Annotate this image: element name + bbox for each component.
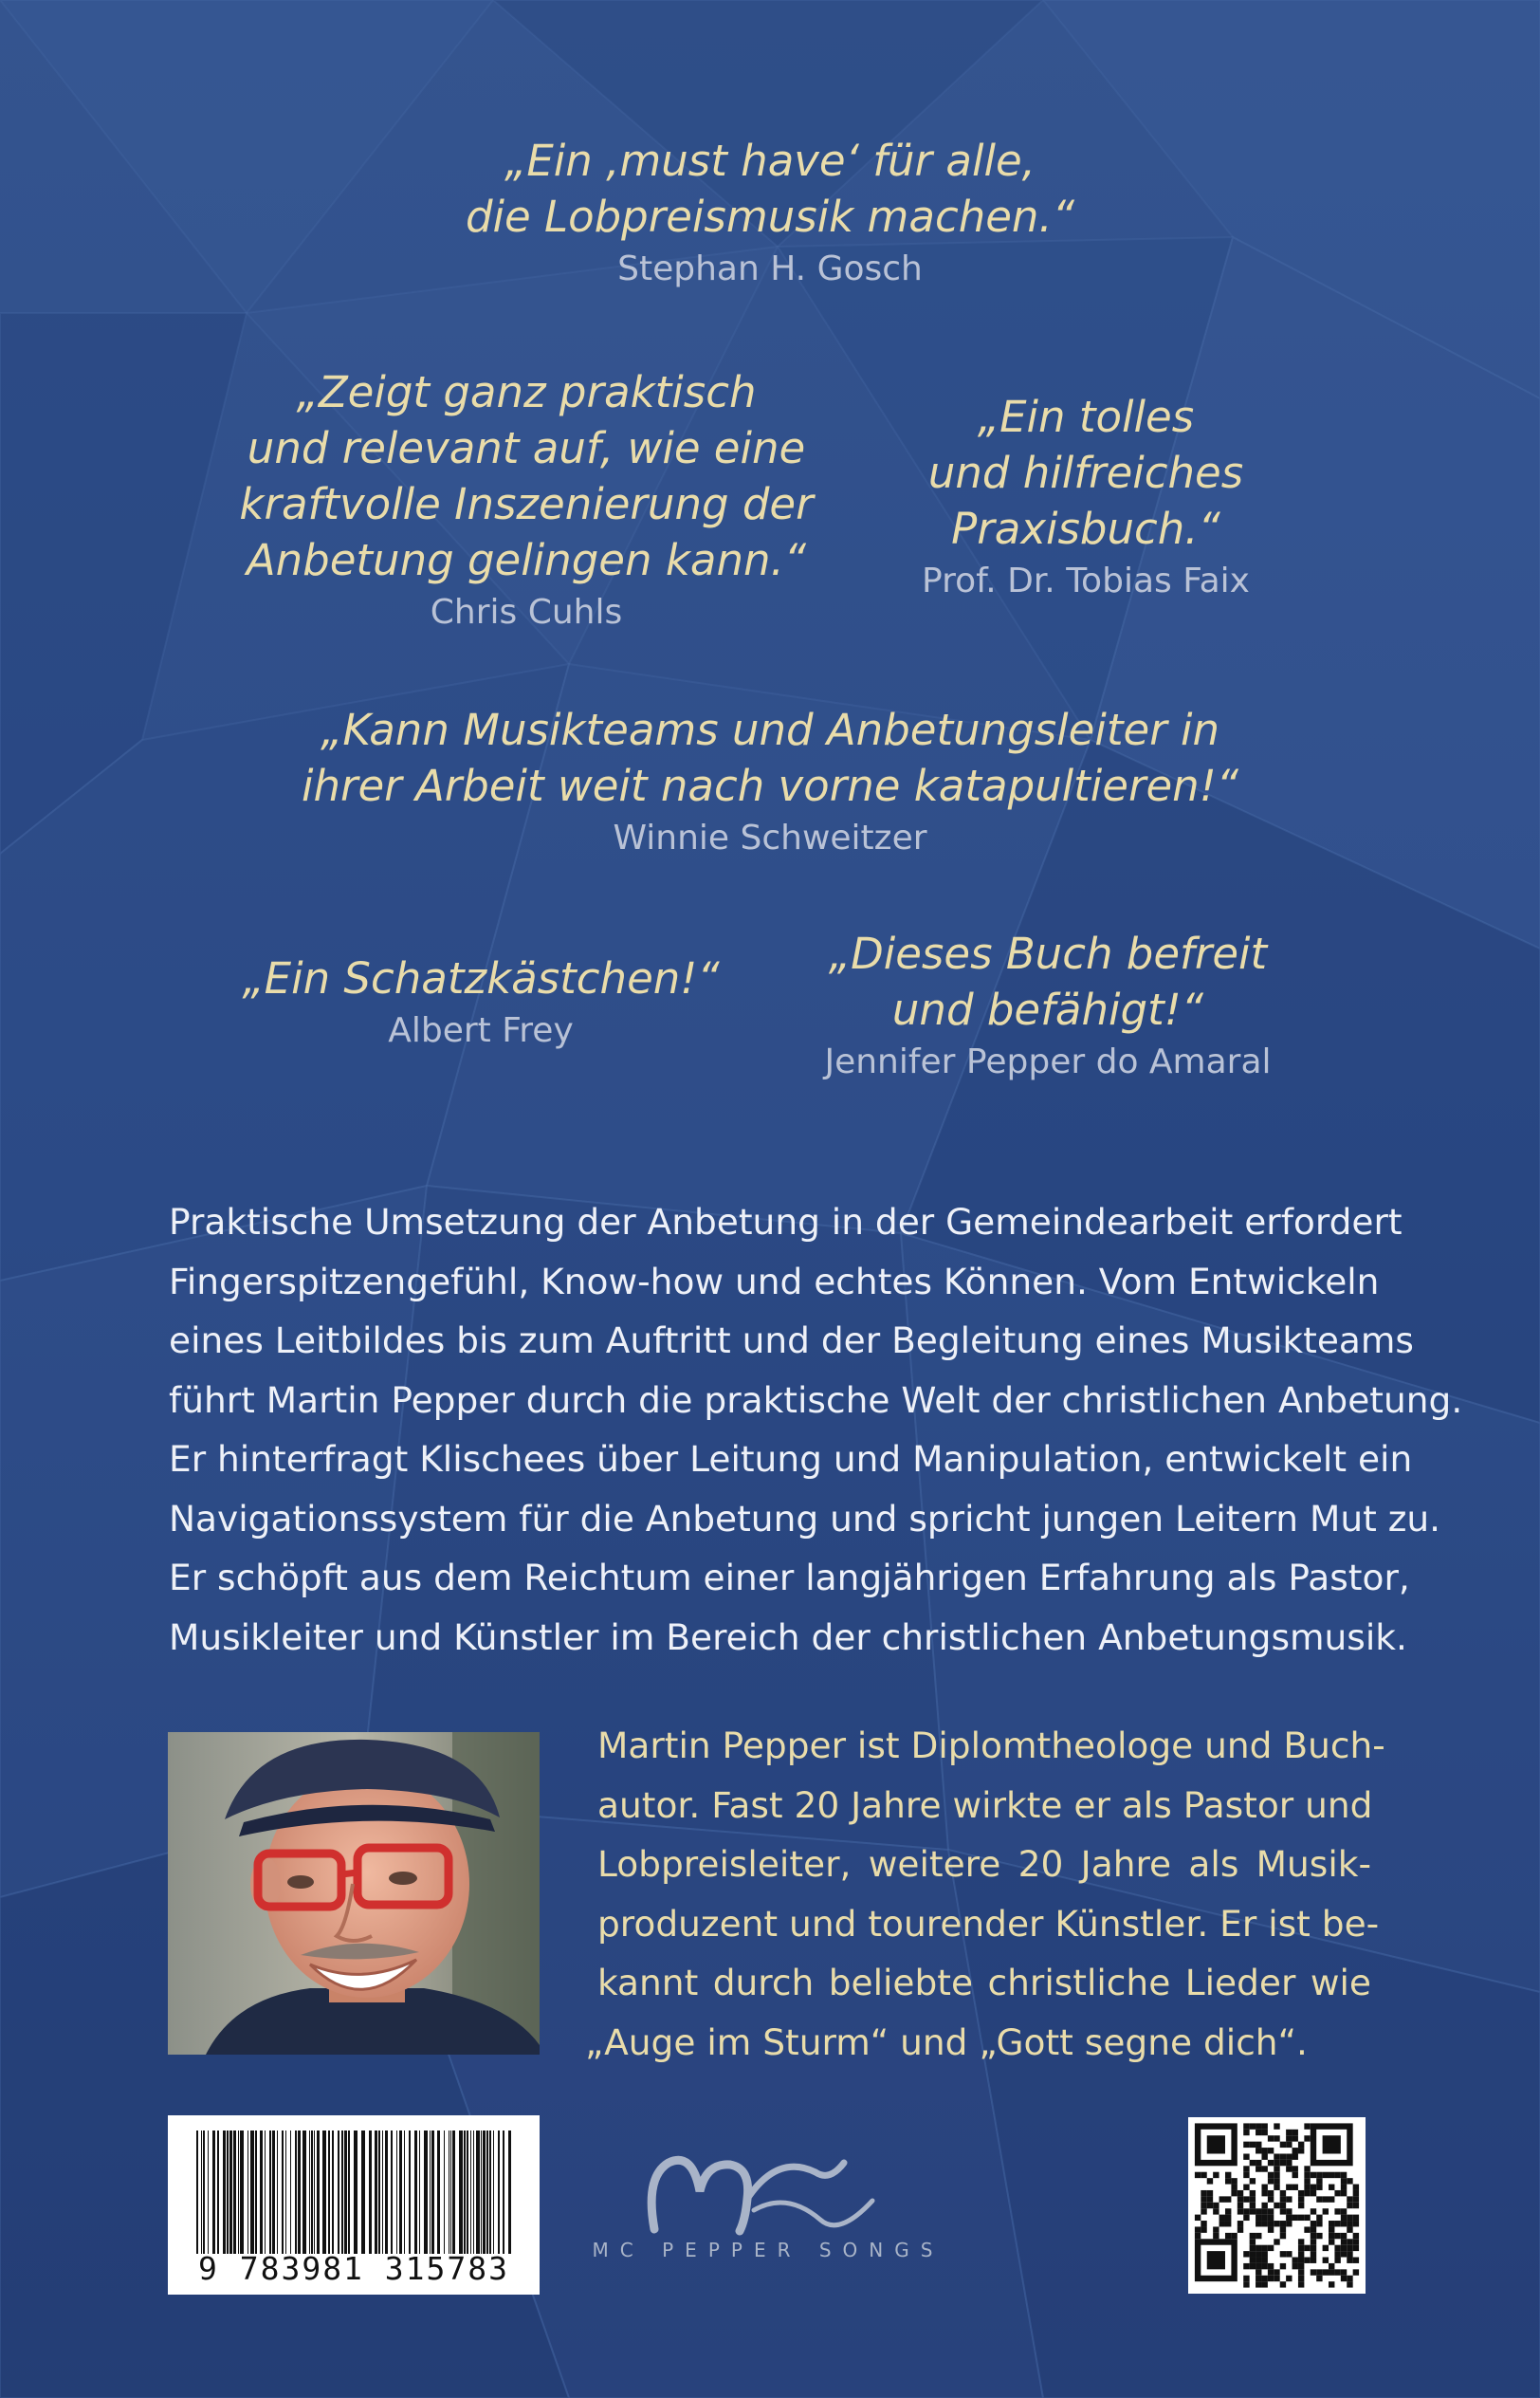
logo-text: MC PEPPER SONGS <box>592 2239 944 2261</box>
description-line: Praktische Umsetzung der Anbetung in der Gemeindearbeit erfordert <box>169 1201 1402 1243</box>
bio-line: Martin Pepper ist Diplomtheologe und Buch- <box>597 1725 1385 1766</box>
description-line: Navigationssystem für die Anbetung und spricht jungen Leitern Mut zu. <box>169 1497 1441 1540</box>
quote-line: „Zeigt ganz praktisch <box>296 367 757 417</box>
description-line: Er hinterfragt Klischees über Leitung und Manipulation, entwickelt ein <box>169 1438 1413 1480</box>
quote-schweitzer <box>248 702 1292 859</box>
bio-line: autor. Fast 20 Jahre wirkte er als Pastor und <box>597 1783 1373 1826</box>
quote-line: „Ein tolles <box>977 392 1195 442</box>
quote-line: „Dieses Buch befreit <box>828 929 1268 979</box>
publisher-logo <box>588 2125 948 2296</box>
quote-line: Praxisbuch.“ <box>951 504 1220 554</box>
quote-frey <box>196 950 765 1052</box>
quote-line: „Kann Musikteams und Anbetungsleiter in <box>321 705 1219 755</box>
description-line: Musikleiter und Künstler im Bereich der christlichen Anbetungsmusik. <box>169 1615 1407 1658</box>
description-line: eines Leitbildes bis zum Auftritt und der Begleitung eines Musikteams <box>169 1319 1414 1361</box>
quote-author: Albert Frey <box>388 1011 574 1050</box>
barcode-digits: 9 783981 315783 <box>197 2250 509 2287</box>
logo-mark-icon <box>588 2125 948 2248</box>
qr-code-icon <box>1188 2117 1366 2294</box>
quote-line: und hilfreiches <box>927 448 1244 498</box>
bio-line: Lobpreisleiter, weitere 20 Jahre als Musik- <box>597 1843 1371 1885</box>
quote-line: die Lobpreismusik machen.“ <box>465 192 1075 242</box>
quote-line: und relevant auf, wie eine <box>247 423 806 473</box>
isbn-barcode <box>168 2115 540 2295</box>
quote-line: Anbetung gelingen kann.“ <box>246 535 807 585</box>
quote-line: ihrer Arbeit weit nach vorne katapultieren!“ <box>301 761 1239 811</box>
quote-gosch <box>391 133 1149 290</box>
quote-pepper-do-amaral <box>763 926 1332 1083</box>
bio-line: produzent und tourender Künstler. Er ist be- <box>597 1902 1380 1945</box>
quote-author: Jennifer Pepper do Amaral <box>824 1042 1272 1081</box>
quote-author: Stephan H. Gosch <box>617 249 923 288</box>
author-photo <box>168 1732 540 2055</box>
description-line: führt Martin Pepper durch die praktische Welt der christlichen Anbetung. <box>169 1378 1463 1421</box>
book-description <box>169 1192 1463 1667</box>
bio-line: „Auge im Sturm“ und „Gott segne dich“. <box>585 2020 1308 2063</box>
quote-line: „Ein ‚must have‘ für alle, <box>504 136 1036 186</box>
quote-line: und befähigt!“ <box>891 985 1204 1035</box>
author-bio <box>585 1716 1385 2072</box>
description-line: Fingerspitzengefühl, Know-how und echtes Können. Vom Entwickeln <box>169 1260 1380 1302</box>
bio-line: kannt durch beliebte christliche Lieder wie <box>597 1962 1371 2003</box>
quote-author: Prof. Dr. Tobias Faix <box>922 562 1250 600</box>
quote-author: Chris Cuhls <box>430 593 623 632</box>
quote-faix <box>896 389 1275 602</box>
qr-code[interactable] <box>1188 2117 1366 2294</box>
description-line: Er schöpft aus dem Reichtum einer langjährigen Erfahrung als Pastor, <box>169 1557 1410 1598</box>
quote-line: „Ein Schatzkästchen!“ <box>242 953 720 1004</box>
quote-cuhls <box>194 364 858 634</box>
quote-line: kraftvolle Inszenierung der <box>239 479 814 529</box>
quote-author: Winnie Schweitzer <box>613 819 927 858</box>
